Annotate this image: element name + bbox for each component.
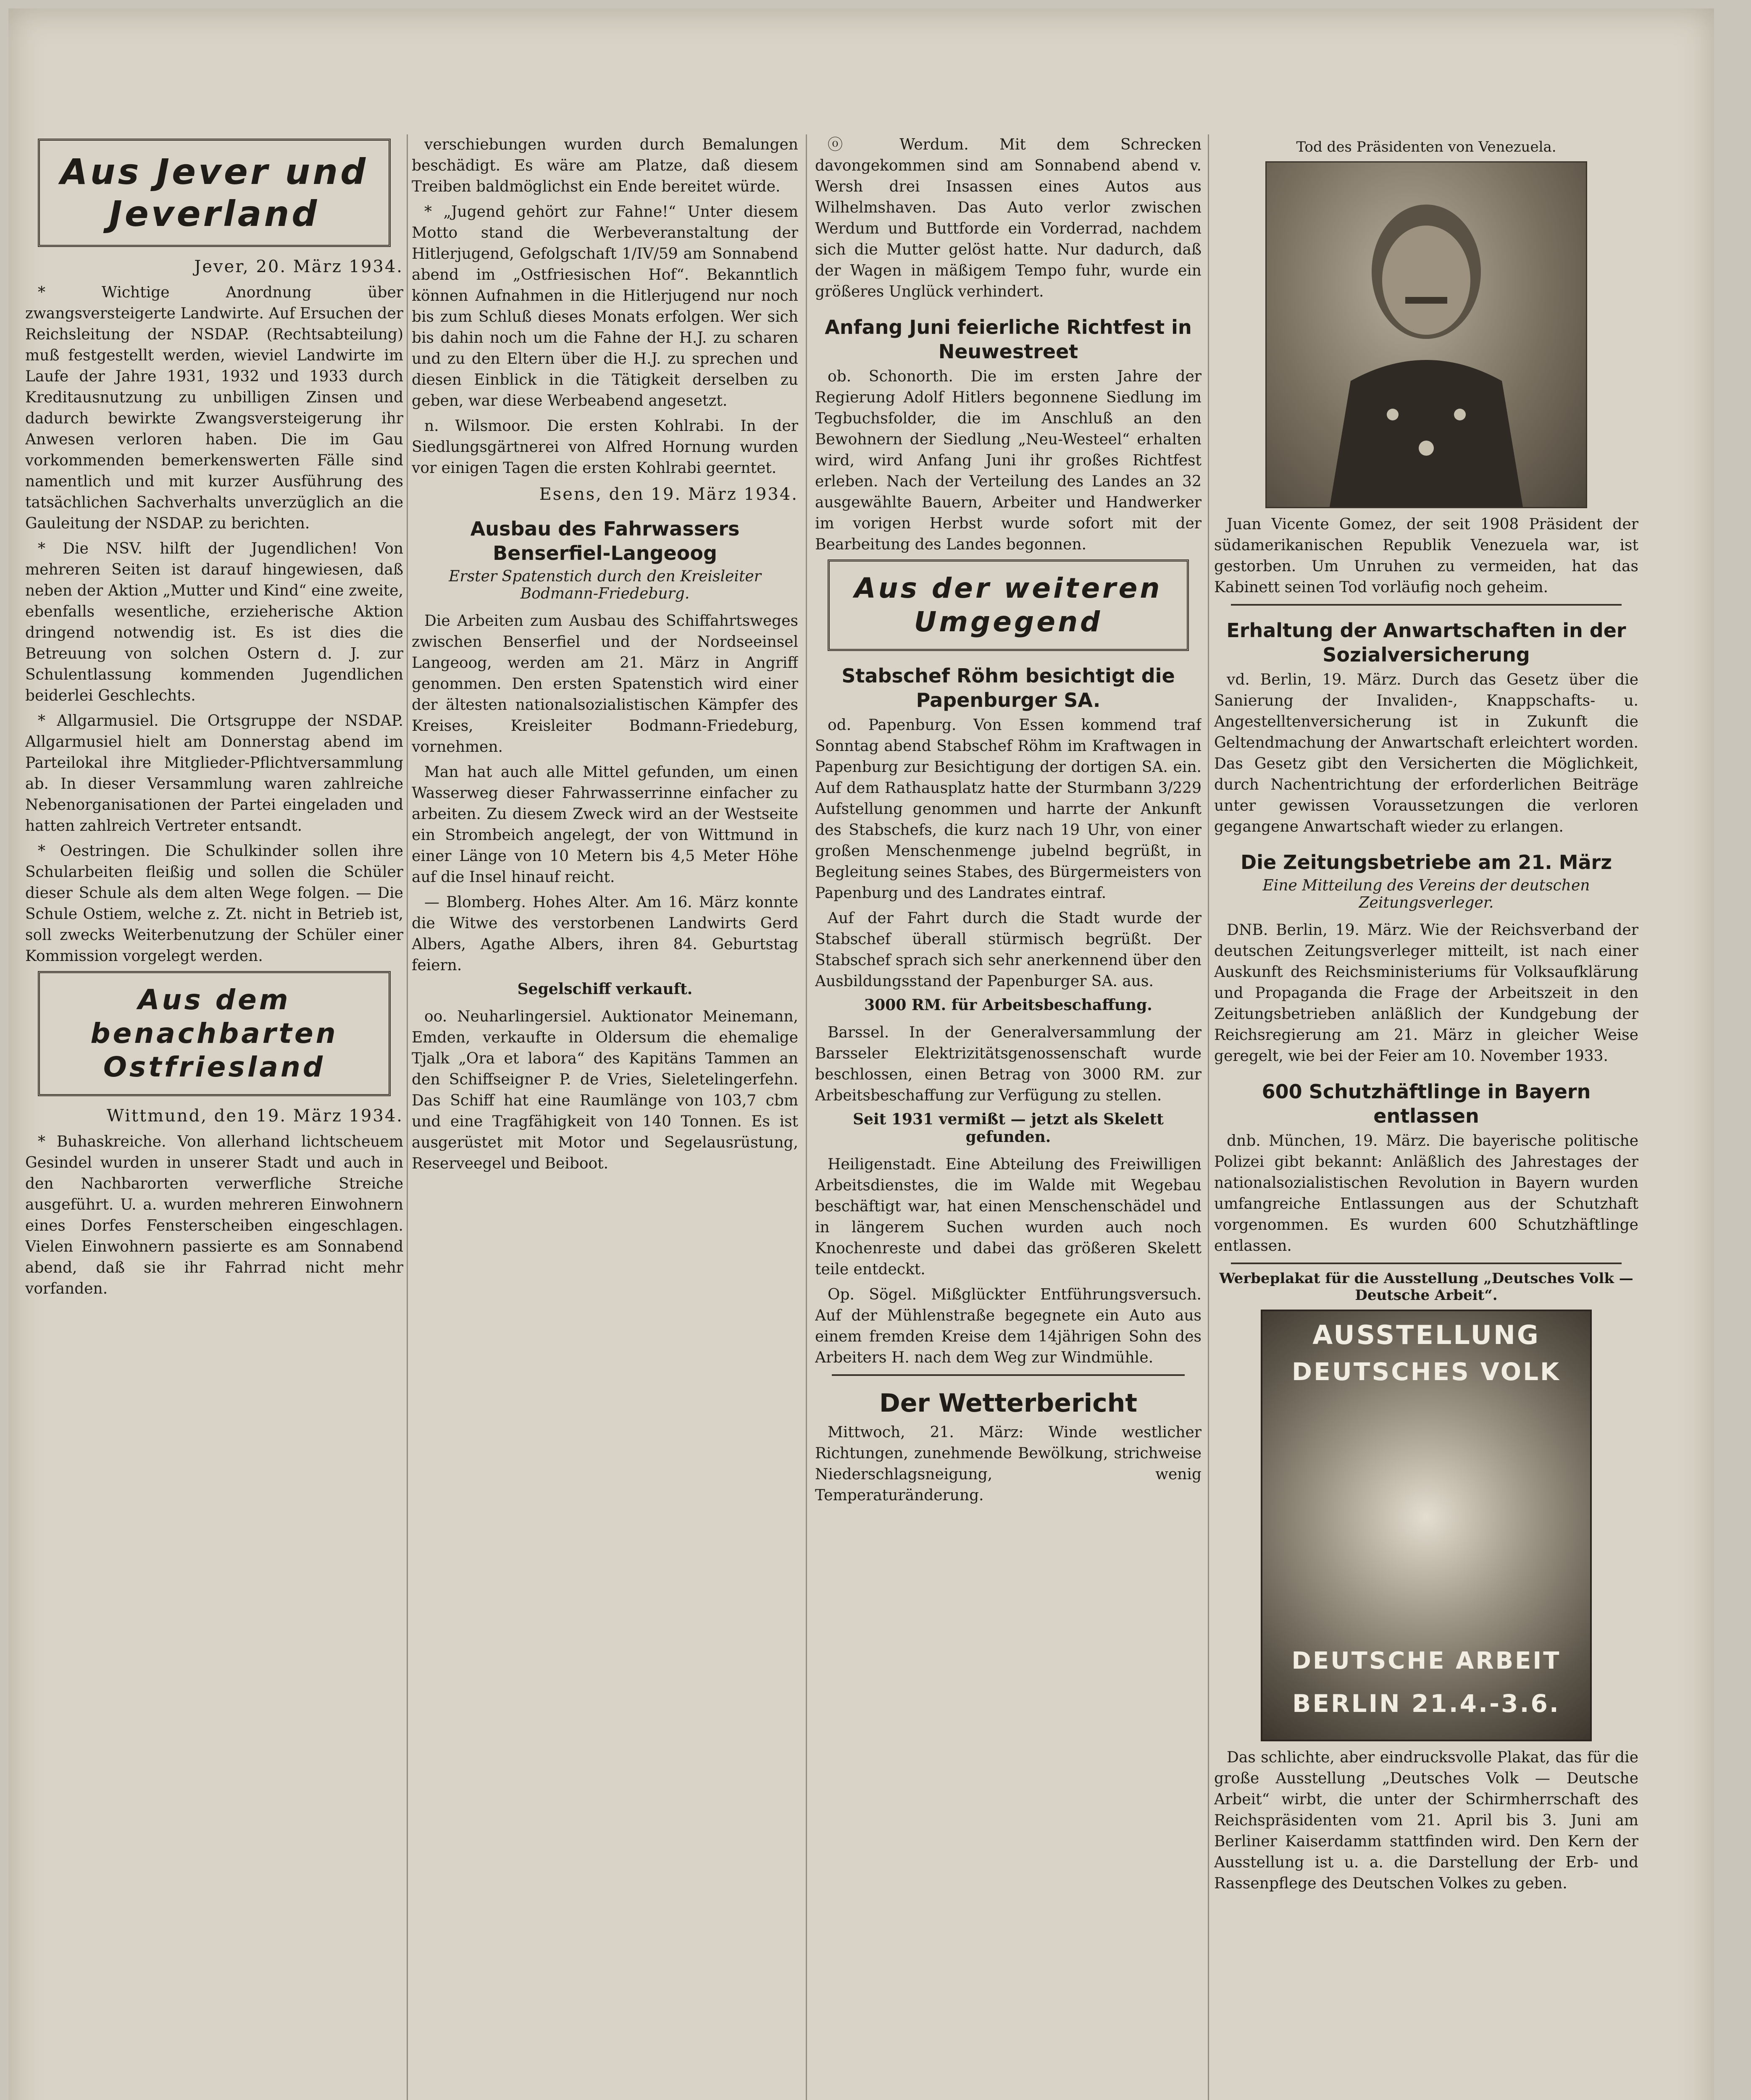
article-headline: 3000 RM. für Arbeitsbeschaffung. — [864, 996, 1152, 1014]
dateline: Esens, den 19. März 1934. — [539, 485, 798, 504]
weather-text: Mittwoch, 21. März: Winde westlicher Richtungen, zunehmende Bewölkung, strichweise Niederschlagsneigung, wenig Temperaturänderung. — [815, 1424, 1202, 1504]
article-paragraph: verschiebungen wurden durch Bemalungen beschädigt. Es wäre am Platze, daß diesem Treiben baldmöglichst ein Ende bereitet würde. — [412, 136, 798, 195]
poster-caption-top: Werbeplakat für die Ausstellung „Deutsches Volk — Deutsche Arbeit“. — [1219, 1270, 1633, 1304]
article-paragraph: * Allgarmusiel. Die Ortsgruppe der NSDAP. Allgarmusiel hielt am Donnerstag abend im Parteilokal ihre Mitglieder-Pflichtversammlung ab. In dieser Versammlung waren zahlreiche Nebenorganisationen der Partei eingeladen und hatten zahlreich Vertreter entsandt. — [25, 712, 403, 835]
article-paragraph: * Buhaskreiche. Von allerhand lichtscheuem Gesindel wurden in unserer Stadt und auch in den Nachbarorten verwerfliche Streiche ausgeführt. U. a. wurden mehreren Einwohnern eines Dorfes Fensterscheiben eingeschlagen. Vielen Einwohnern passierte es am Sonnabend abend, daß sie ihr Fahrrad nicht mehr vorfanden. — [25, 1133, 403, 1297]
article-paragraph: * „Jugend gehört zur Fahne!“ Unter diesem Motto stand die Werbeveranstaltung der Hitlerjugend, Gefolgschaft 1/IV/59 am Sonnabend abend im „Ostfriesischen Hof“. Bekanntlich können Aufnahmen in die Hitlerjugend nur noch bis zum Schluß dieses Monats erfolgen. Wer sich bis dahin noch um die Fahne der H.J. zu scharen und zu den Eltern über die H.J. zu sprechen und diesen Einblick in die Tätigkeit derselben zu geben, war diese Werbeabend angesetzt. — [412, 203, 798, 410]
article-headline: 600 Schutzhäftlinge in Bayern entlassen — [1262, 1080, 1591, 1127]
article-headline: Ausbau des Fahrwassers Benserfiel-Langeoog — [470, 517, 740, 564]
article-headline: Stabschef Röhm besichtigt die Papenburger SA. — [841, 664, 1175, 711]
article-paragraph: Op. Sögel. Mißglückter Entführungsversuch. Auf der Mühlenstraße begegnete ein Auto aus einem fremden Kreise dem 14jährigen Sohn des Arbeiters H. nach dem Weg zur Windmühle. — [815, 1286, 1202, 1366]
article-headline: Die Zeitungsbetriebe am 21. März — [1241, 851, 1612, 874]
weather-headline: Der Wetterbericht — [879, 1389, 1138, 1418]
article-paragraph: ob. Schonorth. Die im ersten Jahre der Regierung Adolf Hitlers begonnene Siedlung im Tegbuchsfolder, die im Anschluß an den Bewohnern der Siedlung „Neu-Westeel“ erhalten wird, wird Anfang Juni ihr großes Richtfest erleben. Nach der Verteilung des Landes an 32 ausgewählte Bauern, Arbeiter und Handwerker im vorigen Herbst wurde sofort mit der Bearbeitung des Landes begonnen. — [815, 368, 1202, 553]
article-headline: Erhaltung der Anwartschaften in der Sozialversicherung — [1226, 619, 1626, 666]
section-title-box: Aus der weiteren Umgegend — [828, 559, 1189, 651]
dateline: Wittmund, den 19. März 1934. — [106, 1106, 403, 1126]
portrait-photo — [1265, 161, 1587, 508]
column-4 — [1214, 134, 1638, 2100]
article-paragraph: Barssel. In der Generalversammlung der Barsseler Elektrizitätsgenossenschaft wurde beschlossen, einen Betrag von 3000 RM. zur Arbeitsbeschaffung zur Verfügung zu stellen. — [815, 1024, 1202, 1104]
article-paragraph: ⓞ Werdum. Mit dem Schrecken davongekommen sind am Sonnabend abend v. Wersh drei Insassen eines Autos aus Wilhelmshaven. Das Auto verlor zwischen Werdum und Buttforde ein Vorderrad, nachdem sich die Mutter gelöst hatte. Nur dadurch, daß der Wagen in mäßigem Tempo fuhr, wurde ein größeres Unglück verhindert. — [815, 136, 1202, 300]
column-3 — [815, 134, 1202, 2100]
poster-text: BERLIN 21.4.-3.6. — [1292, 1689, 1560, 1718]
article-paragraph: od. Papenburg. Von Essen kommend traf Sonntag abend Stabschef Röhm im Kraftwagen in Papenburg zur Besichtigung der dortigen SA. ein. Auf dem Rathausplatz hatte der Sturmbann 3/229 Aufstellung genommen und harrte der Ankunft des Stabschefs, die kurz nach 19 Uhr, von einer großen Menschenmenge jubelnd begrüßt, in Begleitung seines Stabes, des Bürgermeisters von Papenburg und des Landrates eintraf. — [815, 717, 1202, 902]
article-paragraph: * Oestringen. Die Schulkinder sollen ihre Schularbeiten fleißig und sollen die Schüler dieser Schule als dem alten Wege folgen. — Die Schule Ostiem, welche z. Zt. nicht in Betrieb ist, soll zwecks Weiterbenutzung der Schüler einer Kommission vorgelegt werden. — [25, 843, 403, 965]
article-paragraph: DNB. Berlin, 19. März. Wie der Reichsverband der deutschen Zeitungsverleger mitteilt, ist nach einer Auskunft des Reichsministeriums für Volksaufklärung und Propaganda die Frage der Arbeitszeit in den Zeitungsbetrieben anläßlich der Kundgebung der Reichsregierung am 21. März in gleicher Weise geregelt, wie bei der Feier am 10. November 1933. — [1214, 921, 1638, 1065]
column-rule — [806, 134, 807, 2100]
article-subheadline: Eine Mitteilung des Vereins der deutschen Zeitungsverleger. — [1262, 877, 1590, 911]
column-1 — [25, 134, 403, 2100]
article-headline: Anfang Juni feierliche Richtfest in Neuwestreet — [825, 316, 1192, 363]
poster-text: DEUTSCHE ARBEIT — [1291, 1647, 1561, 1675]
article-paragraph: oo. Neuharlingersiel. Auktionator Meinemann, Emden, verkaufte in Oldersum die ehemalige Tjalk „Ora et labora“ des Kapitäns Tammen an den Schiffseigner P. de Vries, Sieletelingerfehn. Das Schiff hat eine Raumlänge von 103,7 cbm und eine Tragfähigkeit von 140 Tonnen. Es ist ausgerüstet mit Motor und Segelausrüstung, Reserveegel und Beiboot. — [412, 1008, 798, 1172]
poster-text: AUSSTELLUNG — [1312, 1320, 1540, 1350]
article-headline: Seit 1931 vermißt — jetzt als Skelett gefunden. — [853, 1110, 1164, 1146]
article-headline: Segelschiff verkauft. — [517, 980, 693, 998]
photo-caption-top: Tod des Präsidenten von Venezuela. — [1296, 139, 1556, 155]
article-paragraph: dnb. München, 19. März. Die bayerische politische Polizei gibt bekannt: Anläßlich des Jahrestages der nationalsozialistischen Revolution in Bayern wurden umfangreiche Entlassungen aus der Schutzhaft vorgenommen. Es wurden 600 Schutzhäftlinge entlassen. — [1214, 1132, 1638, 1255]
dateline: Jever, 20. März 1934. — [194, 257, 403, 276]
article-paragraph: * Die NSV. hilft der Jugendlichen! Von mehreren Seiten ist darauf hingewiesen, daß neben der Aktion „Mutter und Kind“ eine zweite, ebenfalls wesentliche, erzieherische Aktion dringend notwendig ist. Es ist dies die Betreuung von solchen Ostern d. J. zur Schulentlassung kommenden Jugendlichen beiderlei Geschlechts. — [25, 540, 403, 704]
poster-text: DEUTSCHES VOLK — [1292, 1357, 1561, 1386]
section-title-box: Aus dem benachbarten Ostfriesland — [38, 971, 391, 1096]
article-paragraph: — Blomberg. Hohes Alter. Am 16. März konnte die Witwe des verstorbenen Landwirts Gerd Albers, Agathe Albers, ihren 84. Geburtstag feiern. — [412, 894, 798, 974]
divider — [1231, 1263, 1622, 1264]
exhibition-poster — [1261, 1310, 1592, 1741]
column-rule — [1208, 134, 1209, 2100]
column-2 — [412, 134, 798, 2100]
article-paragraph: Auf der Fahrt durch die Stadt wurde der Stabschef überall stürmisch begrüßt. Der Stabschef sprach sich sehr anerkennend über den Ausbildungsstand der Papenburger SA. aus. — [815, 910, 1202, 990]
article-paragraph: Heiligenstadt. Eine Abteilung des Freiwilligen Arbeitsdienstes, die im Walde mit Wegebau beschäftigt war, hat einen Menschenschädel und in längerem Suchen wurden auch noch Knochenreste und dabei das größeren Skelett teile entdeckt. — [815, 1156, 1202, 1278]
article-paragraph: Man hat auch alle Mittel gefunden, um einen Wasserweg dieser Fahrwasserrinne einfacher zu arbeiten. Zu diesem Zweck wird an der Westseite ein Strombeich angelegt, der von Wittmund in einer Länge von 10 Metern bis 4,5 Meter Höhe auf die Insel hinauf reicht. — [412, 764, 798, 886]
article-paragraph: vd. Berlin, 19. März. Durch das Gesetz über die Sanierung der Invaliden-, Knappschafts- u. Angestelltenversicherung ist in Zukunft die Geltendmachung der Anwartschaft erleichtert worden. Das Gesetz gibt den Versicherten die Möglichkeit, durch Nachentrichtung der erforderlichen Beiträge unter gewissen Voraussetzungen die verloren gegangene Anwartschaft wieder zu erlangen. — [1214, 671, 1638, 835]
poster-caption: Das schlichte, aber eindrucksvolle Plakat, das für die große Ausstellung „Deutsches Volk — Deutsche Arbeit“ wirbt, die unter der Schirmherrschaft des Reichspräsidenten vom 21. April bis 3. Juni am Berliner Kaiserdamm stattfinden wird. Den Kern der Ausstellung ist u. a. die Darstellung der Erb- und Rassenpflege des Deutschen Volkes zu geben. — [1214, 1749, 1638, 1892]
photo-caption: Juan Vicente Gomez, der seit 1908 Präsident der südamerikanischen Republik Venezuela war, ist gestorben. Um Unruhen zu vermeiden, hat das Kabinett seinen Tod vorläufig noch geheim. — [1214, 516, 1638, 596]
newspaper-page — [8, 8, 1714, 2100]
section-title-box: Aus Jever und Jeverland — [38, 139, 391, 247]
divider — [832, 1374, 1185, 1376]
divider — [1231, 604, 1622, 606]
article-paragraph: Die Arbeiten zum Ausbau des Schiffahrtsweges zwischen Benserfiel und der Nordseeinsel Langeoog, werden am 21. März in Angriff genommen. Den ersten Spatenstich wird einer der ältesten nationalsozialistischen Kämpfer des Kreises, Kreisleiter Bodmann-Friedeburg, vornehmen. — [412, 612, 798, 756]
article-paragraph: * Wichtige Anordnung über zwangsversteigerte Landwirte. Auf Ersuchen der Reichsleitung der NSDAP. (Rechtsabteilung) muß festgestellt werden, wieviel Landwirte im Laufe der Jahre 1931, 1932 und 1933 durch Kreditausnutzung zu unbilligen Zinsen und dadurch bewirkte Zwangsversteigerung ihr Anwesen verloren haben. Die im Gau vorkommenden bemerkenswerten Fälle sind namentlich und mit kurzer Ausführung des tatsächlichen Sachverhalts unverzüglich an die Gauleitung der NSDAP. zu berichten. — [25, 284, 403, 532]
portrait-icon — [1267, 163, 1586, 507]
column-rule — [407, 134, 408, 2100]
article-paragraph: n. Wilsmoor. Die ersten Kohlrabi. In der Siedlungsgärtnerei von Alfred Hornung wurden vor einigen Tagen die ersten Kohlrabi geerntet. — [412, 417, 798, 477]
article-subheadline: Erster Spatenstich durch den Kreisleiter Bodmann-Friedeburg. — [449, 568, 761, 602]
